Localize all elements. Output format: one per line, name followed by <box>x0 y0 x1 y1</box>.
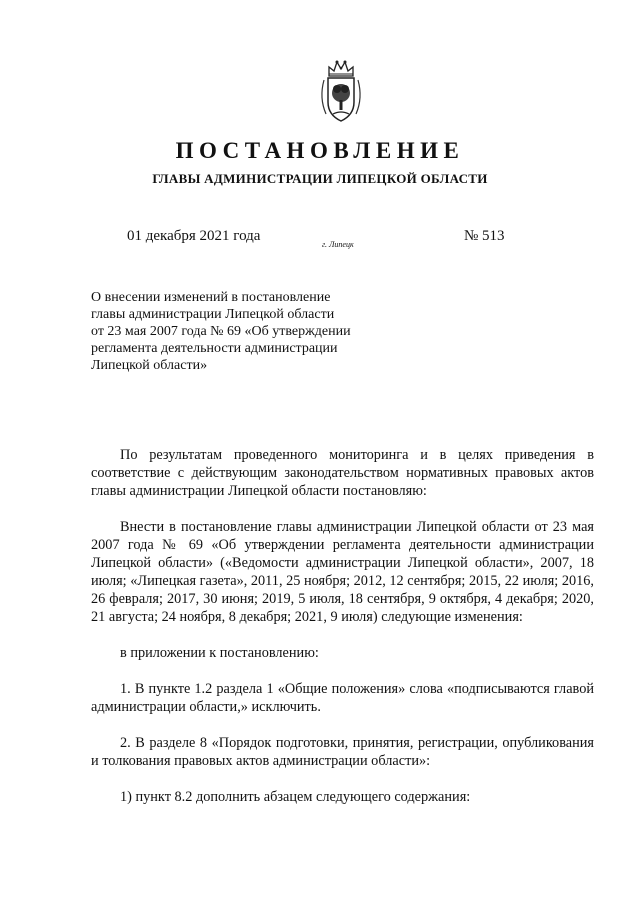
document-subject <box>91 289 391 374</box>
preamble-paragraph: По результатам проведенного мониторинга и в целях приведения в соответствие с действующим законодательством нормативных правовых актов главы администрации Липецкой области постановляю: <box>91 447 594 499</box>
lipetsk-coat-of-arms-icon <box>318 58 364 124</box>
subject-line: регламента деятельности администрации <box>91 341 338 356</box>
document-subtitle: ГЛАВЫ АДМИНИСТРАЦИИ ЛИПЕЦКОЙ ОБЛАСТИ <box>152 171 488 186</box>
subject-line: от 23 мая 2007 года № 69 «Об утверждении <box>91 324 351 339</box>
main-paragraph: Внести в постановление главы администрации Липецкой области от 23 мая 2007 года № 69 «Об утверждении регламента деятельности администрации Липецкой области» («Ведомости администрации Липецкой области», 2007, 18 июля; «Липецкая газета», 2011, 25 ноября; 2012, 12 сентября; 2015, 22 июля; 2016, 26 февраля; 2017, 30 июня; 2019, 5 июля, 18 сентября, 9 октября, 4 декабря; 2020, 21 августа; 24 ноября, 8 декабря; 2021, 9 июля) следующие изменения: <box>91 519 594 625</box>
document-body <box>91 446 594 806</box>
document-date: 01 декабря 2021 года <box>127 228 261 244</box>
item-1-paragraph: 1. В пункте 1.2 раздела 1 «Общие положения» слова «подписываются главой администрации области,» исключить. <box>91 681 594 715</box>
subject-line: Липецкой области» <box>91 358 208 373</box>
appendix-paragraph: в приложении к постановлению: <box>120 645 319 661</box>
item-2-1-paragraph: 1) пункт 8.2 дополнить абзацем следующего содержания: <box>120 789 471 805</box>
item-2-paragraph: 2. В разделе 8 «Порядок подготовки, принятия, регистрации, опубликования и толкования правовых актов администрации области»: <box>91 735 594 769</box>
subject-line: О внесении изменений в постановление <box>91 290 331 305</box>
document-number: № 513 <box>464 228 505 244</box>
document-title: ПОСТАНОВЛЕНИЕ <box>175 138 465 163</box>
document-city: г. Липецк <box>322 240 354 249</box>
subject-line: главы администрации Липецкой области <box>91 307 335 322</box>
